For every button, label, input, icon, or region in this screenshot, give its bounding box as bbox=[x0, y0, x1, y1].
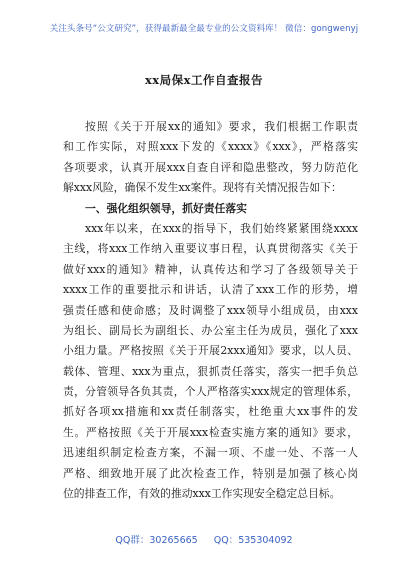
body-line: 载体、管理、xxx为重点，狠抓责任落实，落实一把手负总 bbox=[63, 364, 358, 378]
body-line: 迅速组织制定检查方案，不漏一项、不虚一处、不落一人 bbox=[63, 446, 358, 460]
intro-line: 和工作实际，对照xxx下发的《xxxx》《xxx》，严格落实 bbox=[63, 140, 358, 154]
body-line: 位的排查工作，有效的推动xxx工作实现安全稳定总目标。 bbox=[63, 487, 341, 501]
qq-group-label: QQ群： bbox=[115, 535, 150, 546]
intro-line: 解xxx风险，确保不发生xx案件。现将有关情况报告如下： bbox=[63, 181, 342, 195]
document-body bbox=[63, 117, 358, 504]
qq-group-number: 30265665 bbox=[149, 535, 198, 546]
body-line: 责，分管领导各负其责，个人严格落实xxx规定的管理体系， bbox=[63, 385, 358, 399]
body-line: 主线，将xxx工作纳入重要议事日程，认真贯彻落实《关于 bbox=[63, 242, 358, 256]
body-line: 为组长、副局长为副组长、办公室主任为成员，强化了xxx bbox=[63, 323, 358, 337]
section-heading: 一、强化组织领导，抓好责任落实 bbox=[85, 201, 247, 215]
document-title: xx局保x工作自查报告 bbox=[144, 73, 264, 87]
intro-line: 按照《关于开展xx的通知》要求，我们根据工作职责 bbox=[85, 120, 358, 133]
body-line: xxxx工作的重要批示和讲话，认清了xxx工作的形势，增 bbox=[63, 283, 358, 297]
body-line: 严格、细致地开展了此次检查工作，特别是加强了核心岗 bbox=[63, 466, 358, 480]
body-line: xxx年以来，在xxx的指导下，我们始终紧紧围绕xxxx bbox=[85, 221, 358, 235]
footer-contact bbox=[0, 532, 408, 546]
qq-number: 535304092 bbox=[238, 535, 293, 546]
body-line: 抓好各项xx措施和xx责任制落实，杜绝重大xx事件的发 bbox=[63, 405, 358, 419]
header-promo-note: 关注头条号“公文研究”，获得最新最全最专业的公文资料库！ 微信：gongwenyj bbox=[49, 24, 359, 34]
qq-label: QQ： bbox=[213, 535, 239, 546]
body-line: 小组力量。严格按照《关于开展2xxx通知》要求，以人员、 bbox=[63, 344, 358, 358]
intro-line: 各项要求，认真开展xxx自查自评和隐患整改，努力防范化 bbox=[63, 160, 358, 174]
body-line: 生。严格按照《关于开展xxx检查实施方案的通知》要求， bbox=[63, 425, 358, 439]
body-line: 做好xxx的通知》精神，认真传达和学习了各级领导关于 bbox=[63, 262, 358, 276]
body-line: 强责任感和使命感；及时调整了xxx领导小组成员，由xxx bbox=[63, 303, 358, 317]
